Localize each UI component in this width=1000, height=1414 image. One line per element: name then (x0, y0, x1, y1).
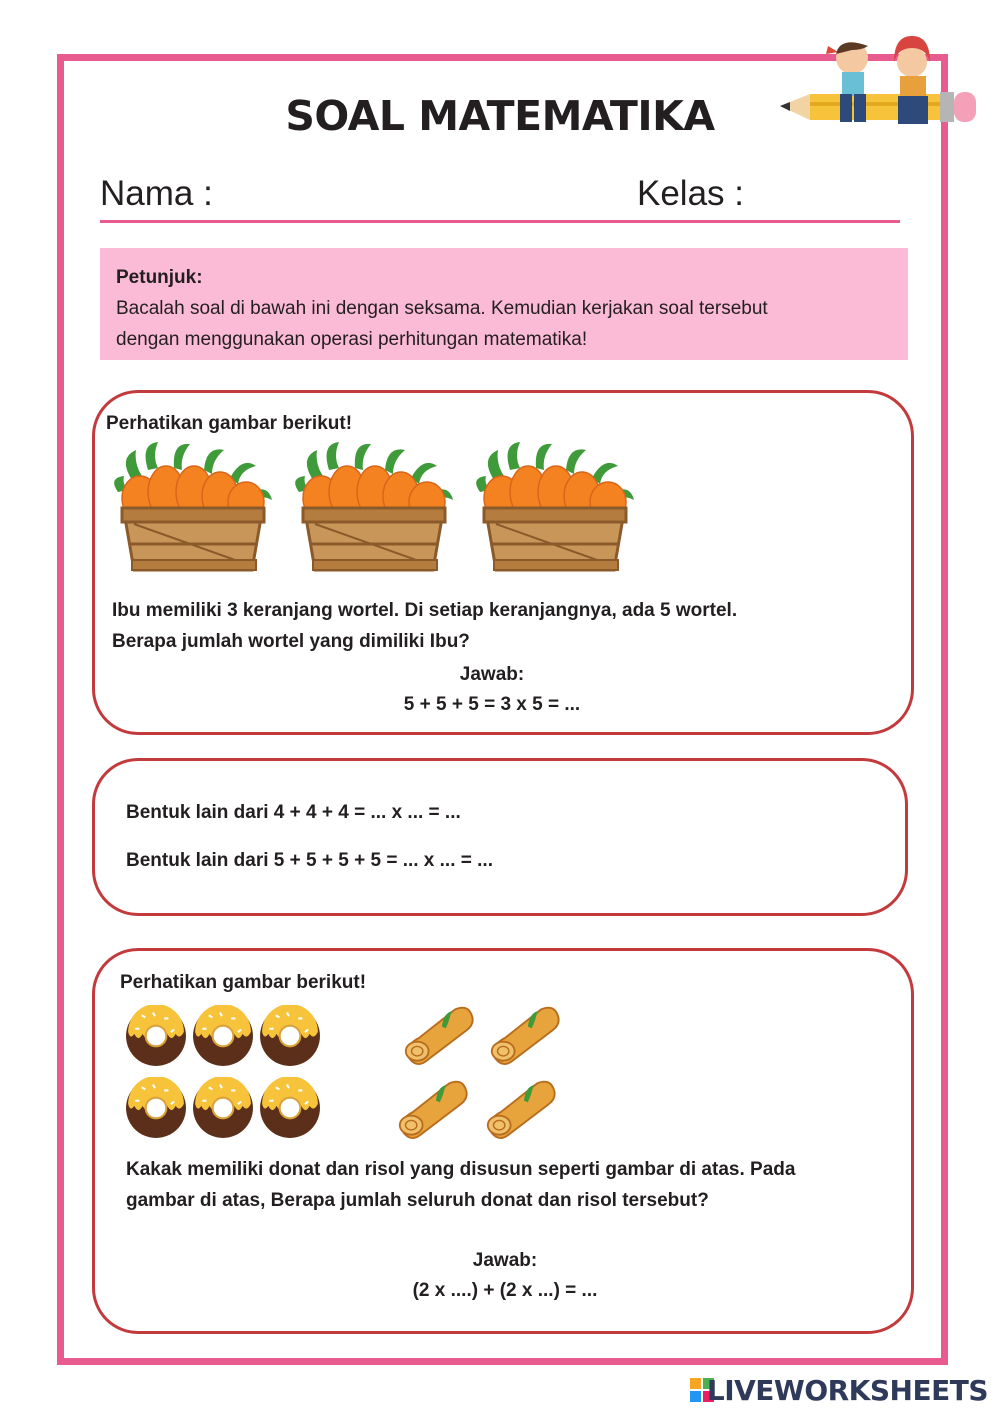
kids-on-pencil-illustration (780, 36, 980, 146)
kelas-label: Kelas : (637, 174, 744, 213)
donut-image (259, 1077, 321, 1139)
nama-label: Nama : (100, 174, 213, 213)
q1-answer: 5 + 5 + 5 = 3 x 5 = ... (403, 694, 581, 715)
q3-text-line-1: Kakak memiliki donat dan risol yang disusun seperti gambar di atas. Pada (126, 1159, 796, 1180)
instructions-panel (100, 248, 908, 360)
donut-image (192, 1077, 254, 1139)
q1-answer-label: Jawab: (459, 664, 525, 685)
risol-image (488, 1000, 564, 1070)
donut-image (125, 1077, 187, 1139)
q3-answer-label: Jawab: (472, 1250, 538, 1271)
carrot-basket-2-image (293, 440, 455, 574)
risol-image (484, 1074, 560, 1144)
instructions-heading: Petunjuk: (116, 267, 203, 288)
instructions-line-2: dengan menggunakan operasi perhitungan matematika! (116, 329, 588, 350)
liveworksheets-brand[interactable]: LIVEWORKSHEETS (706, 1374, 988, 1407)
question-2-box (92, 758, 908, 916)
instructions-line-1: Bacalah soal di bawah ini dengan seksama. Kemudian kerjakan soal tersebut (116, 298, 768, 319)
risol-image (402, 1000, 478, 1070)
q3-answer: (2 x ....) + (2 x ...) = ... (412, 1280, 598, 1301)
risol-image (396, 1074, 472, 1144)
donut-image (192, 1005, 254, 1067)
page-title: SOAL MATEMATIKA (285, 92, 715, 140)
q2-text-line-1: Bentuk lain dari 4 + 4 + 4 = ... x ... = ... (126, 802, 461, 823)
q1-text-line-2: Berapa jumlah wortel yang dimiliki Ibu? (112, 631, 470, 652)
donut-image (125, 1005, 187, 1067)
carrot-basket-3-image (474, 440, 636, 574)
q1-prompt: Perhatikan gambar berikut! (106, 413, 353, 434)
q3-text-line-2: gambar di atas, Berapa jumlah seluruh donat dan risol tersebut? (126, 1190, 709, 1211)
q2-text-line-2: Bentuk lain dari 5 + 5 + 5 + 5 = ... x ... = ... (126, 850, 493, 871)
q1-text-line-1: Ibu memiliki 3 keranjang wortel. Di setiap keranjangnya, ada 5 wortel. (112, 600, 738, 621)
carrot-basket-1-image (112, 440, 274, 574)
name-underline (100, 220, 900, 223)
donut-image (259, 1005, 321, 1067)
q3-prompt: Perhatikan gambar berikut! (120, 972, 367, 993)
